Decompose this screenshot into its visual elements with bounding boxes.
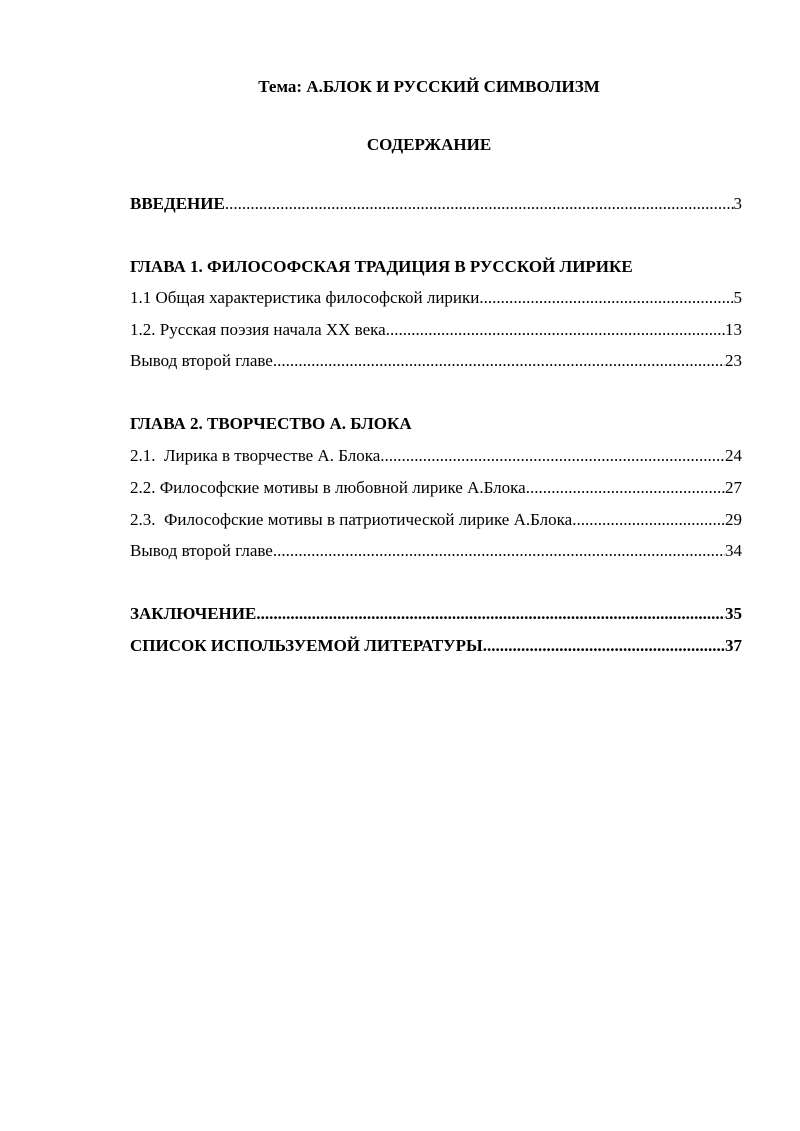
dot-leader <box>526 477 725 499</box>
toc-entry-label: ВВЕДЕНИЕ <box>130 194 225 213</box>
chapter-2-title[interactable]: ГЛАВА 2. ТВОРЧЕСТВО А. БЛОКА <box>130 414 412 433</box>
toc-entry-2-2[interactable] <box>130 477 742 499</box>
toc-entry-page: 3 <box>733 194 742 213</box>
toc-entry-page: 24 <box>725 446 742 465</box>
toc-entry-2-1[interactable] <box>130 445 742 467</box>
dot-leader <box>256 603 725 625</box>
toc-entry-page: 35 <box>725 604 742 623</box>
toc-entry-page: 37 <box>725 636 742 655</box>
toc-entry-2-3[interactable] <box>130 509 742 531</box>
toc-entry-introduction[interactable] <box>130 193 742 215</box>
dot-leader <box>273 540 725 562</box>
toc-entry-page: 5 <box>733 288 742 307</box>
dot-leader <box>479 287 733 309</box>
toc-entry-1-2[interactable] <box>130 319 742 341</box>
toc-entry-label: 2.3. Философские мотивы в патриотической лирике А.Блока <box>130 510 573 529</box>
toc-entry-bibliography[interactable] <box>130 635 742 657</box>
toc-entry-label: 1.1 Общая характеристика философской лирики <box>130 288 480 307</box>
toc-entry-label: СПИСОК ИСПОЛЬЗУЕМОЙ ЛИТЕРАТУРЫ <box>130 636 483 655</box>
toc-entry-page: 27 <box>725 478 742 497</box>
dot-leader <box>380 445 725 467</box>
toc-entry-page: 13 <box>725 320 742 339</box>
dot-leader <box>572 509 725 531</box>
dot-leader <box>386 319 725 341</box>
toc-entry-conclusion[interactable] <box>130 603 742 625</box>
chapter-1-title[interactable]: ГЛАВА 1. ФИЛОСОФСКАЯ ТРАДИЦИЯ В РУССКОЙ ЛИРИКЕ <box>130 257 633 276</box>
toc-entry-page: 29 <box>725 510 742 529</box>
toc-entry-label: 2.1. Лирика в творчестве А. Блока <box>130 446 381 465</box>
toc-entry-1-1[interactable] <box>130 287 742 309</box>
toc-entry-label: Вывод второй главе <box>130 541 273 560</box>
toc-entry-chapter-2-conclusion[interactable] <box>130 540 742 562</box>
toc-entry-page: 34 <box>725 541 742 560</box>
toc-heading: СОДЕРЖАНИЕ <box>366 135 492 154</box>
dot-leader <box>225 193 734 215</box>
toc-entry-page: 23 <box>725 351 742 370</box>
toc-entry-label: 2.2. Философские мотивы в любовной лирике А.Блока <box>130 478 526 497</box>
toc-entry-label: Вывод второй главе <box>130 351 273 370</box>
theme-title: Тема: А.БЛОК И РУССКИЙ СИМВОЛИЗМ <box>258 77 600 96</box>
toc-entry-label: 1.2. Русская поэзия начала ХХ века <box>130 320 386 339</box>
toc-entry-chapter-1-conclusion[interactable] <box>130 350 742 372</box>
dot-leader <box>483 635 725 657</box>
toc-entry-label: ЗАКЛЮЧЕНИЕ <box>130 604 257 623</box>
dot-leader <box>273 350 725 372</box>
